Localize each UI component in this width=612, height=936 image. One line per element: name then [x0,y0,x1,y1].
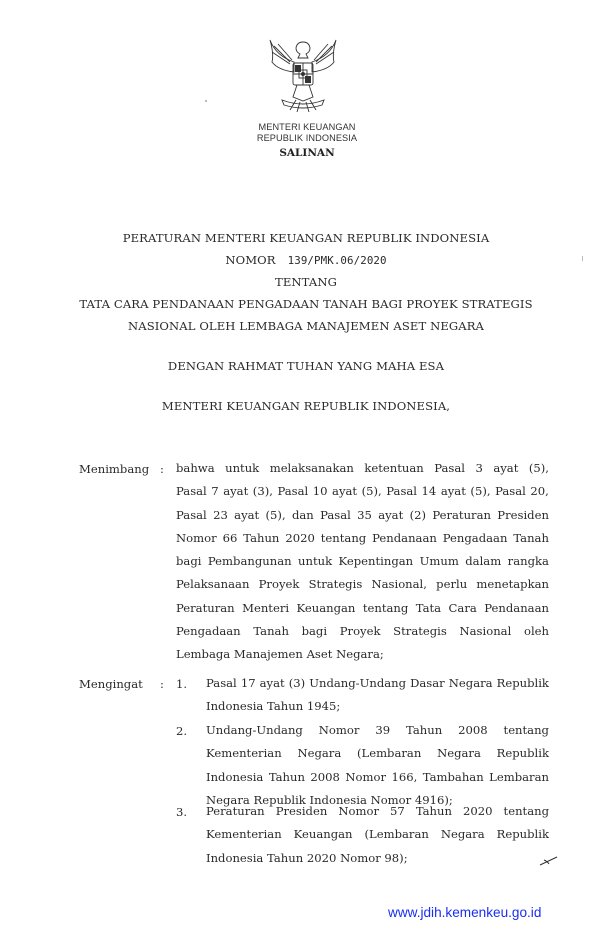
authority: MENTERI KEUANGAN REPUBLIK INDONESIA, [161,399,451,413]
word: Nasional, [371,577,427,592]
word: Tambahan [422,769,484,784]
word: tentang [320,530,367,545]
mengingat-label: Mengingat [79,677,143,691]
word: (5), [361,484,382,499]
word: 98); [384,850,408,865]
word: Dasar [410,676,445,690]
text-line [176,573,549,596]
word: ayat [493,461,519,475]
word: Pasal [495,484,526,499]
word: 2020 [463,804,493,818]
mengingat-item-1 [206,672,549,719]
regulation-number [0,253,612,267]
word: Negara [206,792,254,807]
word: Peraturan [176,600,235,615]
word: Lembaran [489,769,549,784]
word: Tata [415,600,442,615]
word: Negara [448,676,493,690]
word: untuk [298,554,333,569]
word: Strategis [393,624,447,639]
word: (Lembaran [356,746,422,761]
word: Republik [496,746,549,761]
initial-mark-icon [538,854,560,868]
word: Strategis [308,577,363,592]
tentang-label: TENTANG [275,275,337,289]
nomor-value: 139/PMK.06/2020 [287,254,387,267]
text-line [176,504,549,527]
word: Indonesia [206,769,264,784]
menimbang-colon: : [160,462,164,476]
word: (5), [528,461,549,475]
word: Nomor [340,850,385,865]
word: Indonesia [309,792,371,807]
word: dalam [465,554,502,569]
word: ayat [378,507,404,522]
word: (3) [288,676,306,690]
word: menetapkan [476,577,549,592]
word: 166, [391,769,418,784]
word: ayat [259,676,285,690]
word: 10 [312,484,328,499]
word: 35 [357,507,372,522]
word: Pelaksanaan [176,577,250,592]
word: tentang [503,804,549,818]
word: tentang [503,723,549,737]
word: Pasal [434,461,465,475]
word: Peraturan [206,804,265,818]
word: ayat [234,507,260,522]
word: Tahun [268,769,305,784]
word: Pendanaan [372,530,437,545]
scan-speck [205,100,207,102]
word: 4916); [414,792,453,807]
word: Tahun [267,850,307,865]
text-line [206,766,549,789]
word: bagi [301,624,328,639]
text-line [176,550,549,573]
word: Pendanaan [484,600,549,615]
word: 1945; [306,699,341,714]
word: bahwa [176,461,215,475]
word: dan [291,507,314,522]
word: tentang [362,600,409,615]
word: Umum [419,554,459,569]
word: Pengadaan [176,624,241,639]
nomor-label: NOMOR [225,253,276,267]
text-line [176,457,549,480]
word: Negara; [336,647,384,662]
word: 14 [421,484,437,499]
item-number-3: 3. [176,805,188,819]
word: Nomor [176,530,217,545]
word: Tahun [267,699,307,714]
item-number-2: 2. [176,724,188,738]
word: Negara [440,827,485,842]
word: ketentuan [364,461,424,475]
word: Pasal [320,507,351,522]
word: Proyek [339,624,381,639]
mengingat-colon: : [160,677,164,691]
word: 23 [213,507,228,522]
word: Republik [253,792,310,807]
ministry-line-1: MENTERI KEUANGAN [258,122,356,132]
word: Keuangan [293,827,353,842]
subject-line-2: NASIONAL OLEH LEMBAGA MANAJEMEN ASET NEGARA [127,319,485,333]
word: Keuangan [296,600,356,615]
word: Indonesia [206,850,268,865]
ministry-line-2: REPUBLIK INDONESIA [256,133,358,143]
word: Peraturan [432,507,491,522]
text-line [206,847,549,870]
word: Manajemen [233,647,307,662]
menimbang-label: Menimbang [79,462,150,476]
word: 66 [222,530,238,545]
word: Negara [297,746,342,761]
word: Presiden [275,804,328,818]
word: Pasal [386,484,418,499]
word: oleh [523,624,549,639]
text-line [176,620,549,643]
text-line [206,695,549,718]
word: 3 [475,461,483,475]
word: Pasal [277,484,309,499]
word: (2) [409,507,427,522]
text-line [176,527,549,550]
word: untuk [225,461,260,475]
word: 17 [240,676,256,690]
word: Kementerian [206,827,282,842]
word: 2008 [458,723,488,737]
mengingat-item-2 [206,719,549,812]
word: Aset [306,647,337,662]
word: (5), [470,484,491,499]
text-line [206,800,549,823]
word: 39 [375,723,391,737]
word: Menteri [242,600,290,615]
word: ayat [440,484,466,499]
word: perlu [436,577,468,592]
word: Pengadaan [442,530,508,545]
word: ayat [223,484,249,499]
word: bagi [176,554,202,569]
text-line [176,643,549,666]
word: Nomor [370,792,415,807]
word: Tanah [513,530,549,545]
word: 7 [211,484,219,499]
mengingat-item-3 [206,800,549,870]
word: 2020 [306,850,341,865]
invocation: DENGAN RAHMAT TUHAN YANG MAHA ESA [167,359,445,373]
word: Undang-Undang [206,723,303,737]
word: Pasal [176,507,207,522]
garuda-emblem-icon [264,36,342,116]
word: Tahun [243,530,280,545]
word: Kepentingan [338,554,414,569]
text-line [206,823,549,846]
copy-label: SALINAN [279,147,335,159]
word: 2020 [285,530,315,545]
word: Tanah [253,624,289,639]
word: Nasional [459,624,512,639]
ministry-heading [222,122,392,144]
text-line [176,480,549,503]
word: Pembangunan [207,554,292,569]
item-number-1: 1. [176,677,188,691]
word: Undang-Undang [309,676,407,690]
word: Pasal [176,484,207,499]
word: Tahun [406,723,443,737]
text-line [206,742,549,765]
word: melaksanakan [269,461,354,475]
word: Lembaga [176,647,234,662]
regulation-title: PERATURAN MENTERI KEUANGAN REPUBLIK INDONESIA [122,231,490,245]
word: Cara [448,600,477,615]
word: Indonesia [206,699,268,714]
word: (Lembaran [364,827,429,842]
word: Republik [496,827,549,842]
subject-line-1: TATA CARA PENDANAAN PENGADAAN TANAH BAGI PROYEK STRATEGIS [79,297,533,311]
word: Pasal [206,676,237,690]
word: Tahun [415,804,452,818]
word: Kementerian [206,746,282,761]
word: rangka [507,554,549,569]
menimbang-paragraph [176,457,549,667]
text-line [206,672,549,695]
word: 20, [530,484,549,499]
word: Republik [496,676,549,690]
word: 2008 [310,769,340,784]
word: Nomor [318,723,360,737]
text-line [176,597,549,620]
text-line [206,719,549,742]
word: (5), [265,507,286,522]
word: 57 [390,804,405,818]
scan-speck [582,256,583,261]
word: Nomor [338,804,379,818]
word: Proyek [258,577,300,592]
word: Nomor [345,769,387,784]
footer-url-link[interactable]: www.jdih.kemenkeu.go.id [388,905,542,920]
word: Presiden [497,507,549,522]
word: Negara [437,746,481,761]
word: (3), [252,484,273,499]
word: ayat [332,484,358,499]
